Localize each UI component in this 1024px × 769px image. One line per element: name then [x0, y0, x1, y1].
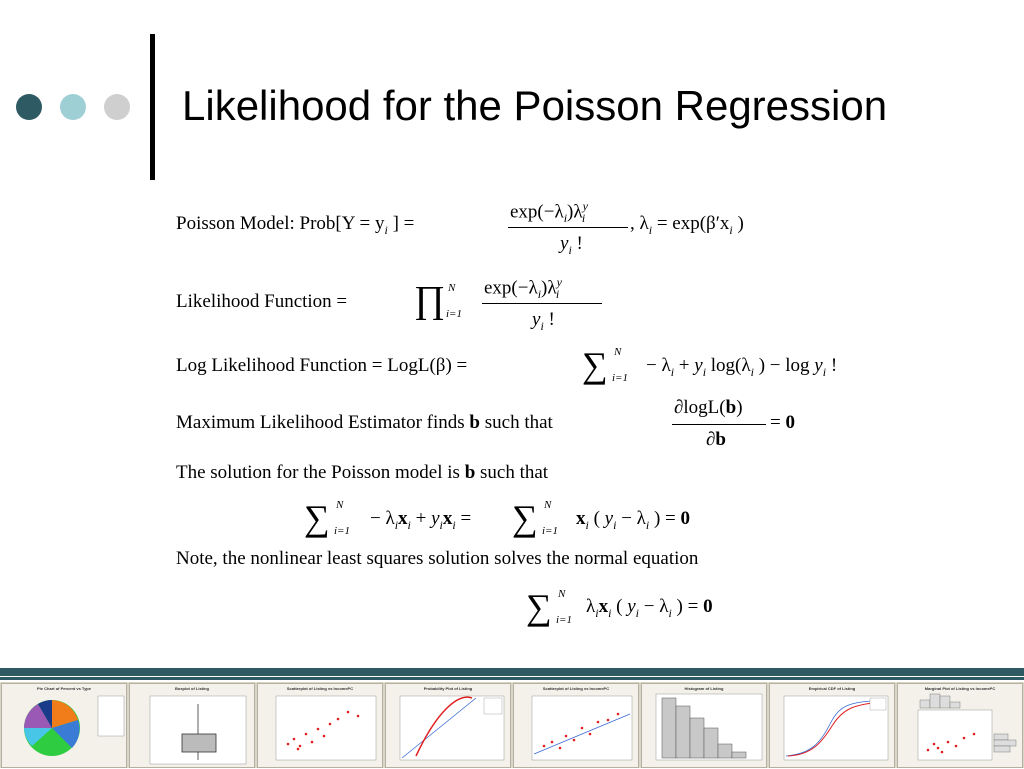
likelihood-numerator: $\exp(-\lambda_i)\lambda^y_i$: [484, 275, 562, 302]
solution-sum-right: ∑: [512, 498, 538, 538]
thumbnail-title: Probability Plot of Listing: [423, 686, 473, 691]
poisson-fraction-line: [508, 227, 628, 228]
poisson-numerator: $\exp(-\lambda_i)\lambda^y_i$: [510, 199, 588, 226]
accent-dot-teal: [60, 94, 86, 120]
cdf-icon: [770, 684, 896, 769]
likelihood-denominator: $y_i$ !: [532, 309, 555, 333]
solution-sum-left: ∑: [304, 498, 330, 538]
normal-eq-sum-upper: N: [558, 588, 566, 600]
slide-title: Likelihood for the Poisson Regression: [182, 82, 888, 129]
note-statement: Note, the nonlinear least squares solution solves the normal equation: [176, 548, 699, 569]
thumbnail-title: Pie Chart of Percent vs Type: [37, 686, 91, 691]
scatterplot-icon: [258, 684, 384, 769]
solution-statement: The solution for the Poisson model is b such that: [176, 462, 549, 483]
solution-right-terms: $x_i$ ( $y_i - \lambda_i$ ) = 0: [576, 508, 691, 532]
sum-upper-limit: N: [614, 346, 622, 358]
solution-sum-left-upper: N: [336, 499, 344, 511]
thumbnail-scatterplot-2: [513, 683, 639, 768]
thumbnail-scatterplot-1: [257, 683, 383, 768]
title-divider: [150, 34, 155, 180]
mle-fraction-line: [672, 424, 766, 425]
thumbnail-empirical-cdf: [769, 683, 895, 768]
thumbnail-title: Empirical CDF of Listing: [808, 686, 856, 691]
product-upper-limit: N: [448, 282, 456, 294]
poisson-model-label: Poisson Model: Prob[Y = $y_i$ ] =: [176, 213, 415, 237]
log-likelihood-terms: − $\lambda_i + y_i$ $\log(\lambda_i$ ) − $\log y_i$ !: [646, 355, 838, 379]
thumbnail-probability-plot: [385, 683, 511, 768]
solution-left-terms: − $\lambda_ix_i + y_ix_i$ =: [370, 508, 472, 532]
scatterplot-icon: [514, 684, 640, 769]
footer-rule-thick: [0, 668, 1024, 676]
product-symbol: ∏: [414, 279, 446, 321]
thumbnail-title: Boxplot of Listing: [175, 686, 209, 691]
solution-sum-right-upper: N: [544, 499, 552, 511]
likelihood-label: Likelihood Function =: [176, 291, 348, 312]
normal-eq-terms: $\lambda_ix_i$ ( $y_i - \lambda_i$ ) = 0: [586, 596, 713, 620]
footer-rule-thin: [0, 677, 1024, 680]
solution-sum-left-lower: i=1: [334, 525, 350, 537]
accent-dot-gray: [104, 94, 130, 120]
lambda-definition: , $\lambda_i = \exp(\beta'x_i$ ): [630, 213, 744, 237]
thumbnail-boxplot: [129, 683, 255, 768]
marginal-plot-icon: [898, 684, 1024, 769]
normal-eq-sum: ∑: [526, 587, 552, 627]
thumbnail-title: Marginal Plot of Listing vs IncomePC: [924, 686, 996, 691]
likelihood-fraction-line: [482, 303, 602, 304]
thumbnail-marginal-plot: [897, 683, 1023, 768]
accent-dot-dark: [16, 94, 42, 120]
thumbnail-pie-chart: [1, 683, 127, 768]
solution-sum-right-lower: i=1: [542, 525, 558, 537]
mle-statement: Maximum Likelihood Estimator finds b such that: [176, 412, 553, 433]
sum-lower-limit: i=1: [612, 372, 628, 384]
thumbnail-title: Scatterplot of Listing vs IncomePC: [542, 686, 610, 691]
normal-eq-sum-lower: i=1: [556, 614, 572, 626]
mle-equals-zero: = 0: [770, 412, 795, 433]
thumbnail-title: Histogram of Listing: [684, 686, 724, 691]
thumbnail-histogram: [641, 683, 767, 768]
thumbnail-title: Scatterplot of Listing vs IncomePC: [286, 686, 354, 691]
histogram-icon: [642, 684, 768, 769]
pie-chart-icon: [2, 684, 128, 769]
poisson-denominator: $y_i$ !: [560, 233, 583, 257]
probability-plot-icon: [386, 684, 512, 769]
mle-denominator: ∂b: [706, 429, 726, 450]
log-likelihood-label: Log Likelihood Function = LogL(β) =: [176, 355, 468, 376]
boxplot-icon: [130, 684, 256, 769]
product-lower-limit: i=1: [446, 308, 462, 320]
sum-symbol: ∑: [582, 345, 608, 385]
mle-numerator: ∂logL(b): [674, 397, 743, 418]
